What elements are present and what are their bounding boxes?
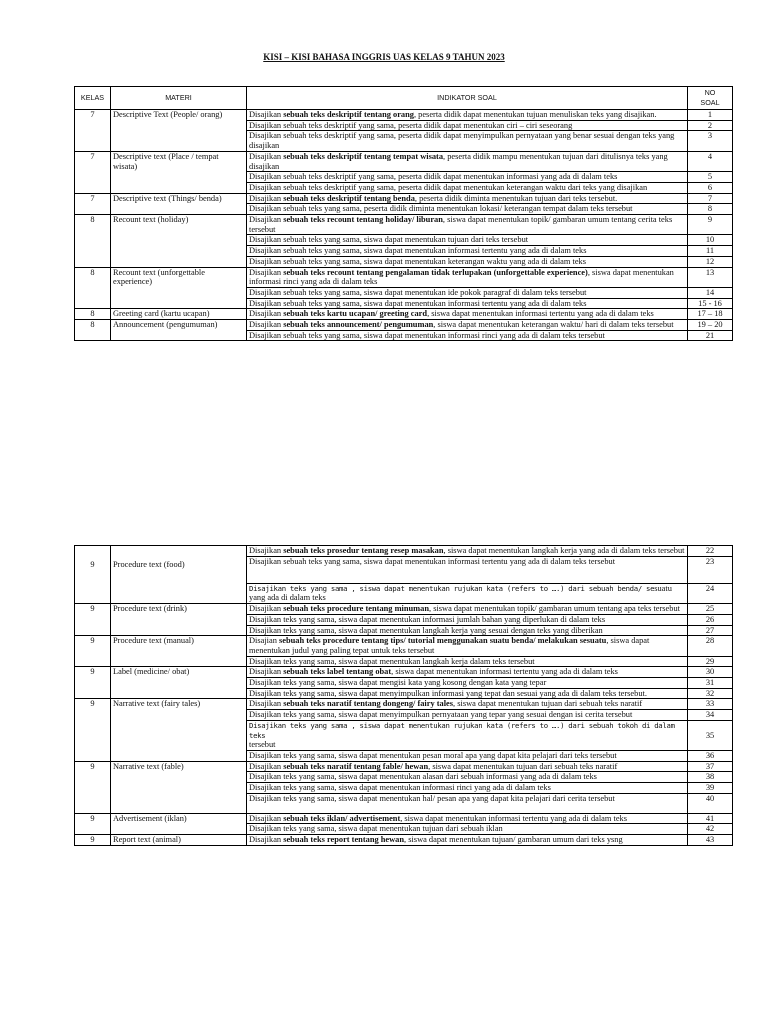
indikator-bold: sebuah teks report tentang hewan — [283, 835, 405, 845]
indikator-bold: sebuah teks procedure tentang tips/ tutorial menggunakan suatu benda/ melakukan sesuatu — [279, 636, 607, 646]
indikator-text: tersebut — [249, 740, 276, 750]
no-soal-cell: 29 — [688, 656, 733, 667]
kelas-cell: 7 — [75, 193, 111, 214]
indikator-text: Disajikan — [249, 267, 284, 277]
indikator-cell — [247, 193, 688, 204]
header-no-line2: SOAL — [700, 98, 720, 107]
handwritten-text: Disajikan teks yang sama , siswa dapat menentukan rujukan kata (refers to ….) dari sebuah tokoh di dalam teks — [249, 720, 675, 740]
indikator-cell — [247, 110, 688, 121]
indikator-bold: sebuah teks label tentang obat — [283, 667, 392, 677]
kelas-cell: 8 — [75, 320, 111, 341]
indikator-cell: Disajikan sebuah teks deskriptif yang sama, peserta didik dapat menentukan keterangan waktu dari teks yang disajikan — [247, 182, 688, 193]
indikator-text: , siswa dapat menentukan tujuan dari sebuah teks naratif — [428, 761, 618, 771]
no-soal-cell: 41 — [688, 813, 733, 824]
materi-cell: Descriptive text (Place / tempat wisata) — [111, 151, 247, 193]
indikator-text: Disajikan — [249, 699, 284, 709]
indikator-bold: sebuah teks deskriptif tentang tempat wisata — [283, 151, 444, 161]
table-row — [75, 699, 733, 710]
indikator-cell: Disajikan sebuah teks yang sama, siswa dapat menentukan ide pokok paragraf di dalam teks tersebut — [247, 287, 688, 298]
indikator-cell: Disajikan teks yang sama, siswa dapat menentukan pesan moral apa yang dapat kita pelajari dari teks tersebut — [247, 750, 688, 761]
header-materi: MATERI — [111, 87, 247, 110]
indikator-cell: Disajikan teks yang sama, siswa dapat menentukan tujuan dari sebuah iklan — [247, 824, 688, 835]
table-row — [75, 309, 733, 320]
indikator-cell — [247, 699, 688, 710]
no-soal-cell: 21 — [688, 330, 733, 341]
table-row — [75, 667, 733, 678]
kelas-cell: 8 — [75, 309, 111, 320]
indikator-text: , siswa dapat menentukan judul yang paling tepat untuk teks tersebut — [249, 636, 650, 655]
no-soal-cell: 3 — [688, 131, 733, 151]
no-soal-cell: 17 – 18 — [688, 309, 733, 320]
table-row — [75, 151, 733, 171]
indikator-text: Disajikan — [249, 215, 284, 225]
table-row — [75, 835, 733, 846]
indikator-text: , peserta didik mampu menentukan tujuan dari ditulisnya teks yang disajikan — [249, 151, 668, 171]
indikator-text: , siswa dapat menentukan informasi tertentu yang ada di dalam teks — [427, 309, 654, 319]
no-soal-cell: 14 — [688, 287, 733, 298]
kelas-cell: 9 — [75, 699, 111, 761]
header-no-soal — [688, 87, 733, 110]
table-row — [75, 193, 733, 204]
indikator-bold: sebuah teks recount tentang holiday/ liburan — [283, 215, 443, 225]
no-soal-cell: 4 — [688, 151, 733, 171]
table-row — [75, 215, 733, 235]
materi-cell-continued — [111, 583, 247, 603]
indikator-cell: Disajikan sebuah teks deskriptif yang sama, peserta didik dapat menentukan informasi yang ada di dalam teks — [247, 172, 688, 183]
indikator-text: Disajikan — [249, 761, 284, 771]
handwritten-text: Disajikan teks yang sama , siswa dapat menentukan rujukan kata (refers to ….) dari sebuah benda/ se — [249, 583, 655, 593]
kelas-cell-continued — [75, 583, 111, 603]
materi-cell: Descriptive text (Things/ benda) — [111, 193, 247, 214]
indikator-cell: Disajikan teks yang sama, siswa dapat menentukan alasan dari sebuah informasi yang ada di dalam teks — [247, 772, 688, 783]
materi-cell: Recount text (holiday) — [111, 215, 247, 268]
indikator-cell — [247, 546, 688, 557]
header-indikator: INDIKATOR SOAL — [247, 87, 688, 110]
no-soal-cell: 24 — [688, 583, 733, 603]
indikator-text: , siswa dapat menentukan tujuan dari sebuah teks naratif — [453, 699, 643, 709]
kelas-cell: 8 — [75, 267, 111, 309]
indikator-cell: Disajikan sebuah teks yang sama, siswa dapat menentukan tujuan dari teks tersebut — [247, 235, 688, 246]
indikator-bold: sebuah teks recount tentang pengalaman tidak terlupakan (unforgettable experience) — [283, 267, 588, 277]
indikator-cell: Disajikan teks yang sama, siswa dapat menentukan informasi rinci yang ada di dalam teks — [247, 783, 688, 794]
indikator-text: Disajikan — [249, 667, 284, 677]
table-row — [75, 813, 733, 824]
indikator-cell — [247, 720, 688, 750]
no-soal-cell: 8 — [688, 204, 733, 215]
indikator-cell: Disajikan teks yang sama, siswa dapat menentukan langkah kerja dalam teks tersebut — [247, 656, 688, 667]
no-soal-cell: 33 — [688, 699, 733, 710]
materi-cell: Descriptive Text (People/ orang) — [111, 110, 247, 152]
indikator-cell: Disajikan sebuah teks yang sama, siswa dapat menentukan informasi rinci yang ada di dalam teks tersebut — [247, 330, 688, 341]
no-soal-cell: 26 — [688, 614, 733, 625]
indikator-text: , siswa dapat menentukan keterangan waktu/ hari di dalam teks tersebut — [433, 320, 674, 330]
no-soal-cell: 27 — [688, 625, 733, 636]
indikator-text: Disajikan — [249, 309, 284, 319]
materi-cell: Procedure text (manual) — [111, 636, 247, 667]
indikator-text: , siswa dapat menentukan informasi tertentu yang ada di dalam teks — [391, 667, 618, 677]
table-row — [75, 546, 733, 557]
kelas-cell: 7 — [75, 151, 111, 193]
document-title: KISI – KISI BAHASA INGGRIS UAS KELAS 9 TAHUN 2023 — [263, 52, 505, 62]
kelas-cell: 7 — [75, 110, 111, 152]
indikator-cell: Disajikan sebuah teks yang sama, siswa dapat menentukan informasi tertentu yang ada di dalam teks — [247, 298, 688, 309]
no-soal-cell: 12 — [688, 256, 733, 267]
no-soal-cell: 25 — [688, 604, 733, 615]
materi-cell: Report text (animal) — [111, 835, 247, 846]
indikator-bold: sebuah teks deskriptif tentang benda — [283, 193, 415, 203]
no-soal-cell: 32 — [688, 688, 733, 699]
no-soal-cell: 19 – 20 — [688, 320, 733, 331]
indikator-text: , siswa dapat menentukan topik/ gambaran umum tentang apa teks tersebut — [429, 604, 680, 614]
indikator-cell: Disajikan sebuah teks deskriptif yang sama, peserta didik dapat menentukan ciri – ciri seseorang — [247, 120, 688, 131]
indikator-bold: sebuah teks procedure tentang minuman — [283, 604, 430, 614]
indikator-cell: Disajikan teks yang sama, siswa dapat mengisi kata yang kosong dengan kata yang tepar — [247, 678, 688, 689]
indikator-text: Disajikan — [249, 110, 284, 119]
indikator-bold: sebuah teks deskriptif tentang orang — [283, 110, 414, 119]
no-soal-cell: 36 — [688, 750, 733, 761]
table-row — [75, 267, 733, 287]
indikator-bold: sebuah teks naratif tentang fable/ hewan — [283, 761, 429, 771]
no-soal-cell: 30 — [688, 667, 733, 678]
indikator-cell — [247, 267, 688, 287]
indikator-cell — [247, 309, 688, 320]
kelas-cell: 9 — [75, 604, 111, 636]
no-soal-cell: 2 — [688, 120, 733, 131]
indikator-cell — [247, 215, 688, 235]
table-row — [75, 636, 733, 656]
header-kelas: KELAS — [75, 87, 111, 110]
indikator-cell: Disajikan teks yang sama, siswa dapat menentukan informasi jumlah bahan yang diperlukan di dalam teks — [247, 614, 688, 625]
table-row — [75, 583, 733, 603]
indikator-cell — [247, 320, 688, 331]
no-soal-cell: 15 - 16 — [688, 298, 733, 309]
table-row — [75, 320, 733, 331]
indikator-text: Disajikan — [249, 151, 284, 161]
table-row — [75, 110, 733, 121]
no-soal-cell: 38 — [688, 772, 733, 783]
kisi-table-page-1 — [74, 86, 733, 341]
indikator-text: Disajikan — [249, 813, 284, 823]
no-soal-cell: 1 — [688, 110, 733, 121]
no-soal-cell: 42 — [688, 824, 733, 835]
indikator-bold: sebuah teks iklan/ advertisement — [283, 813, 401, 823]
no-soal-cell: 9 — [688, 215, 733, 235]
indikator-text: Disajikan — [249, 193, 284, 203]
indikator-cell — [247, 813, 688, 824]
indikator-text: , siswa dapat menentukan langkah kerja yang ada di dalam teks tersebut — [443, 546, 685, 555]
no-soal-cell: 7 — [688, 193, 733, 204]
no-soal-cell: 6 — [688, 182, 733, 193]
table-row — [75, 761, 733, 772]
indikator-text: Disajian — [249, 636, 280, 646]
indikator-text: Disajikan — [249, 604, 284, 614]
no-soal-cell: 10 — [688, 235, 733, 246]
indikator-bold: sebuah teks naratif tentang dongeng/ fairy tales — [283, 699, 454, 709]
no-soal-cell: 39 — [688, 783, 733, 794]
kelas-cell: 9 — [75, 835, 111, 846]
indikator-text: suatu yang ada di dalam teks — [249, 583, 672, 603]
materi-cell: Announcement (pengumuman) — [111, 320, 247, 341]
no-soal-cell: 22 — [688, 546, 733, 557]
kelas-cell: 9 — [75, 636, 111, 667]
indikator-text: Disajikan — [249, 320, 284, 330]
indikator-cell: Disajikan teks yang sama, siswa dapat menentukan langkah kerja yang sesuai dengan teks yang diberikan — [247, 625, 688, 636]
indikator-cell: Disajikan sebuah teks yang sama, siswa dapat menentukan informasi tertentu yang ada di dalam teks — [247, 246, 688, 257]
table-header-row — [75, 87, 733, 110]
header-no-line1: NO — [704, 88, 716, 98]
indikator-cell — [247, 151, 688, 171]
indikator-text: Disajikan — [249, 546, 284, 555]
materi-cell: Procedure text (drink) — [111, 604, 247, 636]
indikator-cell — [247, 636, 688, 656]
indikator-cell: Disajikan sebuah teks deskriptif yang sama, peserta didik dapat menyimpulkan pernyataan yang benar sesuai dengan teks yang disajikan — [247, 131, 688, 151]
indikator-bold: sebuah teks kartu ucapan/ greeting card — [283, 309, 428, 319]
no-soal-cell: 34 — [688, 710, 733, 721]
kelas-cell: 9 — [75, 667, 111, 699]
indikator-cell — [247, 761, 688, 772]
no-soal-cell: 40 — [688, 793, 733, 813]
kelas-cell: 9 — [75, 761, 111, 813]
indikator-cell: Disajikan teks yang sama, siswa dapat menyimpulkan informasi yang tepat dan sesuai yang ada di dalam teks tersebut. — [247, 688, 688, 699]
no-soal-cell: 43 — [688, 835, 733, 846]
indikator-text: , peserta didik dapat menentukan tujuan menuliskan teks yang disajikan. — [413, 110, 657, 119]
kelas-cell: 9 — [75, 546, 111, 584]
no-soal-cell: 23 — [688, 556, 733, 583]
indikator-text: , siswa dapat menentukan topik/ gambaran umum tentang cerita teks tersebut — [249, 215, 673, 234]
indikator-cell: Disajikan sebuah teks yang sama, siswa dapat menentukan keterangan waktu yang ada di dalam teks — [247, 256, 688, 267]
indikator-cell: Disajikan sebuah teks yang sama, siswa dapat menentukan informasi tertentu yang ada di dalam teks tersebut — [247, 556, 688, 583]
kisi-table-page-2 — [74, 545, 733, 846]
indikator-text: , siswa dapat menentukan informasi tertentu yang ada di dalam teks — [400, 813, 627, 823]
materi-cell: Narrative text (fable) — [111, 761, 247, 813]
kelas-cell: 8 — [75, 215, 111, 268]
indikator-cell — [247, 604, 688, 615]
no-soal-cell: 5 — [688, 172, 733, 183]
no-soal-cell: 35 — [688, 720, 733, 750]
indikator-cell — [247, 583, 688, 603]
kelas-cell: 9 — [75, 813, 111, 834]
indikator-text: Disajikan — [249, 835, 284, 845]
indikator-text: , siswa dapat menentukan informasi rinci yang ada di dalam teks — [249, 267, 674, 287]
indikator-cell — [247, 835, 688, 846]
no-soal-cell: 13 — [688, 267, 733, 287]
indikator-text: , siswa dapat menentukan tujuan/ gambaran umum dari teks ysng — [404, 835, 623, 845]
materi-cell: Advertisement (iklan) — [111, 813, 247, 834]
materi-cell: Narrative text (fairy tales) — [111, 699, 247, 761]
indikator-text: , peserta didik diminta menentukan tujuan dari teks tersebut. — [414, 193, 618, 203]
no-soal-cell: 28 — [688, 636, 733, 656]
indikator-cell: Disajikan sebuah teks yang sama, peserta didik diminta menentukan lokasi/ keterangan tempat dalam teks tersebut — [247, 204, 688, 215]
materi-cell: Recount text (unforgettable experience) — [111, 267, 247, 309]
no-soal-cell: 11 — [688, 246, 733, 257]
no-soal-cell: 31 — [688, 678, 733, 689]
materi-cell: Label (medicine/ obat) — [111, 667, 247, 699]
indikator-cell: Disajikan teks yang sama, siswa dapat menentukan hal/ pesan apa yang dapat kita pelajari dari cerita tersebut — [247, 793, 688, 813]
indikator-bold: sebuah teks prosedur tentang resep masakan — [283, 546, 444, 555]
materi-cell: Procedure text (food) — [111, 546, 247, 584]
indikator-bold: sebuah teks announcement/ pengumuman — [283, 320, 434, 330]
indikator-cell: Disajikan teks yang sama, siswa dapat menyimpulkan pernyataan yang tepar yang sesuai dengan isi cerita tersebut — [247, 710, 688, 721]
indikator-cell — [247, 667, 688, 678]
no-soal-cell: 37 — [688, 761, 733, 772]
materi-cell: Greeting card (kartu ucapan) — [111, 309, 247, 320]
table-row — [75, 604, 733, 615]
